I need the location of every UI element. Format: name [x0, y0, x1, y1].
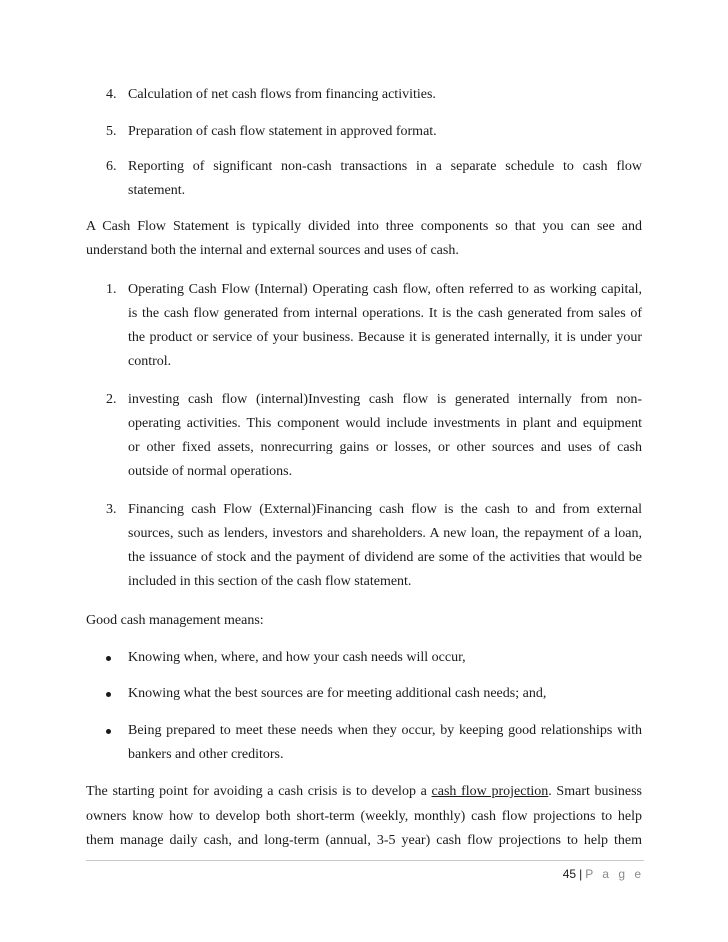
- component-text: Financing cash Flow (External)Financing cash flow is the cash to and from external: [128, 502, 642, 517]
- closing-line: [86, 783, 642, 801]
- component-text: operating activities. This component would include investments in plant and equipment: [128, 416, 642, 431]
- closing-line: them manage daily cash, and long-term (annual, 3-5 year) cash flow projections to help them: [86, 833, 642, 848]
- component-number: 2.: [106, 392, 117, 407]
- list-item-text: statement.: [128, 183, 186, 198]
- list-item-text: Calculation of net cash flows from financing activities.: [128, 87, 436, 102]
- component-text: Operating Cash Flow (Internal) Operating cash flow, often referred to as working capital,: [128, 282, 642, 297]
- component-text: is the cash flow generated from internal operations. It is the cash generated from sales of: [128, 306, 642, 321]
- closing-text: . Smart business: [548, 784, 643, 799]
- component-number: 1.: [106, 282, 117, 297]
- bullet-text: bankers and other creditors.: [128, 747, 284, 762]
- list-item-text: Reporting of significant non-cash transactions in a separate schedule to cash flow: [128, 159, 642, 174]
- bullet-icon: [106, 656, 111, 661]
- closing-text: The starting point for avoiding a cash crisis is to develop a: [86, 784, 432, 799]
- footer-divider: [86, 860, 644, 861]
- page-footer: [560, 866, 644, 882]
- bullet-text: Knowing what the best sources are for meeting additional cash needs; and,: [128, 686, 547, 701]
- cash-flow-projection-link[interactable]: cash flow projection: [431, 784, 549, 799]
- component-text: investing cash flow (internal)Investing cash flow is generated internally from non-: [128, 392, 642, 407]
- component-text: the product or service of your business. Because it is generated internally, it is under your: [128, 330, 642, 345]
- component-text: sources, such as lenders, investors and shareholders. A new loan, the repayment of a loan,: [128, 526, 642, 541]
- page-separator: |: [579, 867, 583, 881]
- bullet-text: Knowing when, where, and how your cash needs will occur,: [128, 650, 466, 665]
- component-text: included in this section of the cash flow statement.: [128, 574, 412, 589]
- page-label: P a g e: [585, 867, 644, 881]
- paragraph-line: understand both the internal and external sources and uses of cash.: [86, 243, 459, 258]
- component-text: or other fixed assets, nonrecurring gains or losses, or other sources and uses of cash: [128, 440, 642, 455]
- section-heading: Good cash management means:: [86, 613, 264, 628]
- list-item-text: Preparation of cash flow statement in approved format.: [128, 124, 437, 139]
- component-text: control.: [128, 354, 172, 369]
- paragraph-line: A Cash Flow Statement is typically divided into three components so that you can see and: [86, 219, 642, 234]
- component-text: outside of normal operations.: [128, 464, 293, 479]
- page-number: 45: [562, 867, 577, 881]
- component-text: the issuance of stock and the payment of dividend are some of the activities that would be: [128, 550, 642, 565]
- list-item-number: 4.: [106, 87, 117, 102]
- bullet-text: Being prepared to meet these needs when they occur, by keeping good relationships with: [128, 723, 642, 738]
- bullet-icon: [106, 692, 111, 697]
- component-number: 3.: [106, 502, 117, 517]
- bullet-icon: [106, 729, 111, 734]
- list-item-number: 5.: [106, 124, 117, 139]
- list-item-number: 6.: [106, 159, 117, 174]
- closing-line: owners know how to develop both short-term (weekly, monthly) cash flow projections to help: [86, 809, 642, 824]
